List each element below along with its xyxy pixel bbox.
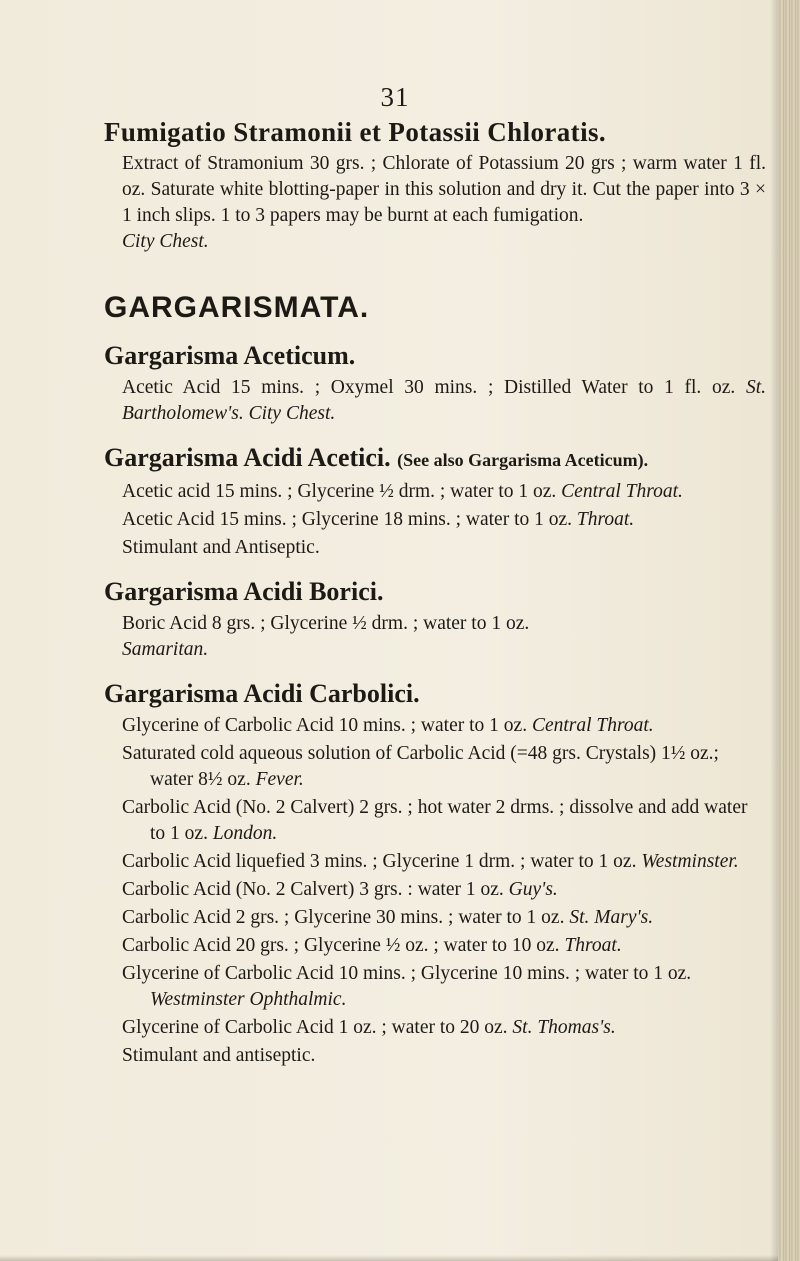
recipe-line-body <box>122 713 766 739</box>
recipe-line <box>122 535 766 561</box>
recipe-line <box>122 877 766 903</box>
recipe-text: Carbolic Acid (No. 2 Calvert) 3 grs. : water 1 oz. <box>122 879 504 900</box>
page-number: 31 <box>380 82 410 112</box>
acidi-borici-recipe: Boric Acid 8 grs. ; Glycerine ½ drm. ; water to 1 oz. <box>122 613 530 634</box>
recipe-text: Acetic Acid 15 mins. ; Glycerine 18 mins. ; water to 1 oz. <box>122 509 573 530</box>
recipe-line-body <box>122 961 766 1013</box>
recipe-text: Stimulant and antiseptic. <box>122 1045 316 1066</box>
recipe-source: Fever. <box>255 769 304 790</box>
acidi-carbolici-list <box>104 713 766 1069</box>
page-gutter-shadow <box>770 0 778 1261</box>
recipe-source: Westminster. <box>641 851 739 872</box>
recipe-source: Guy's. <box>508 879 558 900</box>
aceticum-source: St. Bartholomew's. City Chest. <box>122 377 766 424</box>
recipe-line <box>122 933 766 959</box>
recipe-line-body <box>122 877 766 903</box>
recipe-text: Glycerine of Carbolic Acid 10 mins. ; Glycerine 10 mins. ; water to 1 oz. <box>122 963 692 984</box>
page-edge <box>778 0 800 1261</box>
recipe-line <box>122 1015 766 1041</box>
recipe-line-body <box>122 1043 766 1069</box>
recipe-text: Glycerine of Carbolic Acid 10 mins. ; water to 1 oz. <box>122 715 528 736</box>
acidi-borici-text <box>122 611 766 663</box>
recipe-line <box>122 905 766 931</box>
recipe-source: St. Thomas's. <box>512 1017 616 1038</box>
recipe-line <box>122 961 766 1013</box>
recipe-line-body <box>122 905 766 931</box>
recipe-text: Carbolic Acid 2 grs. ; Glycerine 30 mins. ; water to 1 oz. <box>122 907 565 928</box>
recipe-line-body <box>122 1015 766 1041</box>
recipe-source: St. Mary's. <box>569 907 654 928</box>
aceticum-title: Gargarisma Aceticum. <box>104 341 356 370</box>
acidi-acetici-title-text: Gargarisma Acidi Acetici. <box>104 443 391 472</box>
acidi-borici-title: Gargarisma Acidi Borici. <box>104 577 384 606</box>
recipe-line-body <box>122 741 766 793</box>
fumigatio-title: Fumigatio Stramonii et Potassii Chloratis. <box>104 117 607 147</box>
recipe-line <box>122 849 766 875</box>
recipe-line-body <box>122 535 766 561</box>
recipe-line <box>122 795 766 847</box>
section-heading: GARGARISMATA. <box>104 291 370 324</box>
recipe-source: London. <box>212 823 278 844</box>
recipe-source: Central Throat. <box>561 481 683 502</box>
recipe-line-body <box>122 795 766 847</box>
fumigatio-recipe: Extract of Stramonium 30 grs. ; Chlorate of Potassium 20 grs ; warm water 1 fl. oz. Saturate white blotting-paper in this solution and dry it. Cut the paper into 3 × 1 inch slips. 1 to 3 papers may be burnt at each fumigation. <box>122 153 766 226</box>
acidi-acetici-note: (See also Gargarisma Aceticum). <box>397 450 649 470</box>
recipe-line <box>122 741 766 793</box>
recipe-source: Central Throat. <box>531 715 654 736</box>
recipe-line <box>122 507 766 533</box>
page-bottom-shadow <box>0 1255 778 1261</box>
recipe-line-body <box>122 507 766 533</box>
page-content <box>104 115 766 1071</box>
fumigatio-text <box>122 151 766 255</box>
acidi-borici-source: Samaritan. <box>122 639 209 660</box>
recipe-text: Saturated cold aqueous solution of Carbolic Acid (=48 grs. Crystals) 1½ oz.; water 8½ oz. <box>122 743 719 790</box>
aceticum-recipe: Acetic Acid 15 mins. ; Oxymel 30 mins. ; Distilled Water to 1 fl. oz. <box>122 377 736 398</box>
recipe-source: Throat. <box>564 935 622 956</box>
recipe-text: Carbolic Acid liquefied 3 mins. ; Glycerine 1 drm. ; water to 1 oz. <box>122 851 637 872</box>
recipe-text: Stimulant and Antiseptic. <box>122 537 320 558</box>
recipe-text: Glycerine of Carbolic Acid 1 oz. ; water to 20 oz. <box>122 1017 508 1038</box>
recipe-text: Carbolic Acid 20 grs. ; Glycerine ½ oz. ; water to 10 oz. <box>122 935 560 956</box>
recipe-line-body <box>122 479 766 505</box>
acidi-carbolici-title: Gargarisma Acidi Carbolici. <box>104 679 420 708</box>
recipe-source: Westminster Ophthalmic. <box>150 989 347 1010</box>
acidi-acetici-title <box>104 443 766 475</box>
recipe-line <box>122 1043 766 1069</box>
acidi-acetici-list <box>104 479 766 561</box>
recipe-line <box>122 479 766 505</box>
recipe-source: Throat. <box>576 509 635 530</box>
recipe-text: Carbolic Acid (No. 2 Calvert) 2 grs. ; hot water 2 drms. ; dissolve and add water to 1 oz. <box>122 797 748 844</box>
recipe-text: Acetic acid 15 mins. ; Glycerine ½ drm. ; water to 1 oz. <box>122 481 557 502</box>
recipe-line <box>122 713 766 739</box>
recipe-line-body <box>122 849 766 875</box>
recipe-line-body <box>122 933 766 959</box>
fumigatio-source: City Chest. <box>122 231 209 252</box>
aceticum-text <box>122 375 766 427</box>
